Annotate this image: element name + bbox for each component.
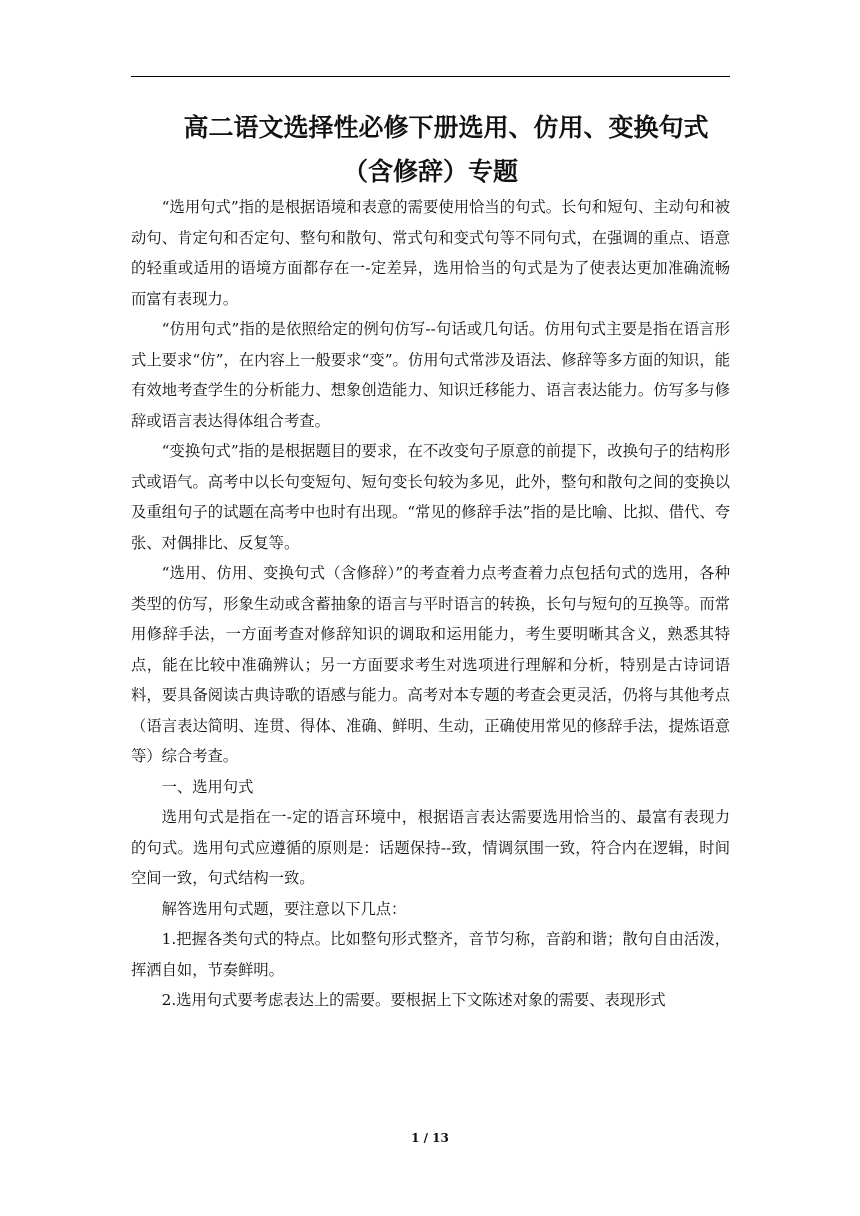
list-item: 1.把握各类句式的特点。比如整句形式整齐，音节匀称，音韵和谐；散句自由活泼，挥洒自如，节奏鲜明。 bbox=[131, 930, 730, 979]
section-heading: 一、选用句式 bbox=[161, 777, 254, 796]
header-rule bbox=[131, 76, 730, 77]
paragraph: “仿用句式”指的是依照给定的例句仿写--句话或几句话。仿用句式主要是指在语言形式上要求“仿”，在内容上一般要求“变”。仿用句式常涉及语法、修辞等多方面的知识，能有效地考查学生的分析能力、想象创造能力、知识迁移能力、语言表达能力。仿写多与修辞或语言表达得体组合考查。 bbox=[131, 320, 730, 430]
paragraph: “选用句式”指的是根据语境和表意的需要使用恰当的句式。长句和短句、主动句和被动句、肯定句和否定句、整句和散句、常式句和变式句等不同句式，在强调的重点、语意的轻重或适用的语境方面都存在一-定差异，选用恰当的句式是为了使表达更加准确流畅而富有表现力。 bbox=[131, 198, 730, 308]
list-item: 2.选用句式要考虑表达上的需要。要根据上下文陈述对象的需要、表现形式 bbox=[161, 991, 666, 1009]
paragraph: “选用、仿用、变换句式（含修辞）”的考查着力点考查着力点包括句式的选用，各种类型的仿写，形象生动或含蓄抽象的语言与平时语言的转换，长句与短句的互换等。而常用修辞手法，一方面考查对修辞知识的调取和运用能力，考生要明晰其含义，熟悉其特点，能在比较中准确辨认；另一方面要求考生对选项进行理解和分析，特别是古诗词语料，要具备阅读古典诗歌的语感与能力。高考对本专题的考查会更灵活，仍将与其他考点（语言表达简明、连贯、得体、准确、鲜明、生动，正确使用常见的修辞手法，提炼语意等）综合考查。 bbox=[131, 564, 730, 765]
paragraph: 选用句式是指在一-定的语言环境中，根据语言表达需要选用恰当的、最富有表现力的句式。选用句式应遵循的原则是：话题保持--致，情调氛围一致，符合内在逻辑，时间空间一致，句式结构一致。 bbox=[131, 808, 730, 887]
paragraph: “变换句式”指的是根据题目的要求，在不改变句子原意的前提下，改换句子的结构形式或语气。高考中以长句变短句、短句变长句较为多见，此外，整句和散句之间的变换以及重组句子的试题在高考中也时有出现。“常见的修辞手法”指的是比喻、比拟、借代、夸张、对偶排比、反复等。 bbox=[131, 442, 730, 552]
document-body bbox=[131, 192, 730, 1016]
document-title-line-2: （含修辞）专题 bbox=[342, 157, 518, 186]
document-title-line-1: 高二语文选择性必修下册选用、仿用、变换句式 bbox=[183, 113, 709, 142]
paragraph: 解答选用句式题，要注意以下几点： bbox=[161, 899, 407, 918]
page-number: 1 / 13 bbox=[411, 1131, 449, 1145]
